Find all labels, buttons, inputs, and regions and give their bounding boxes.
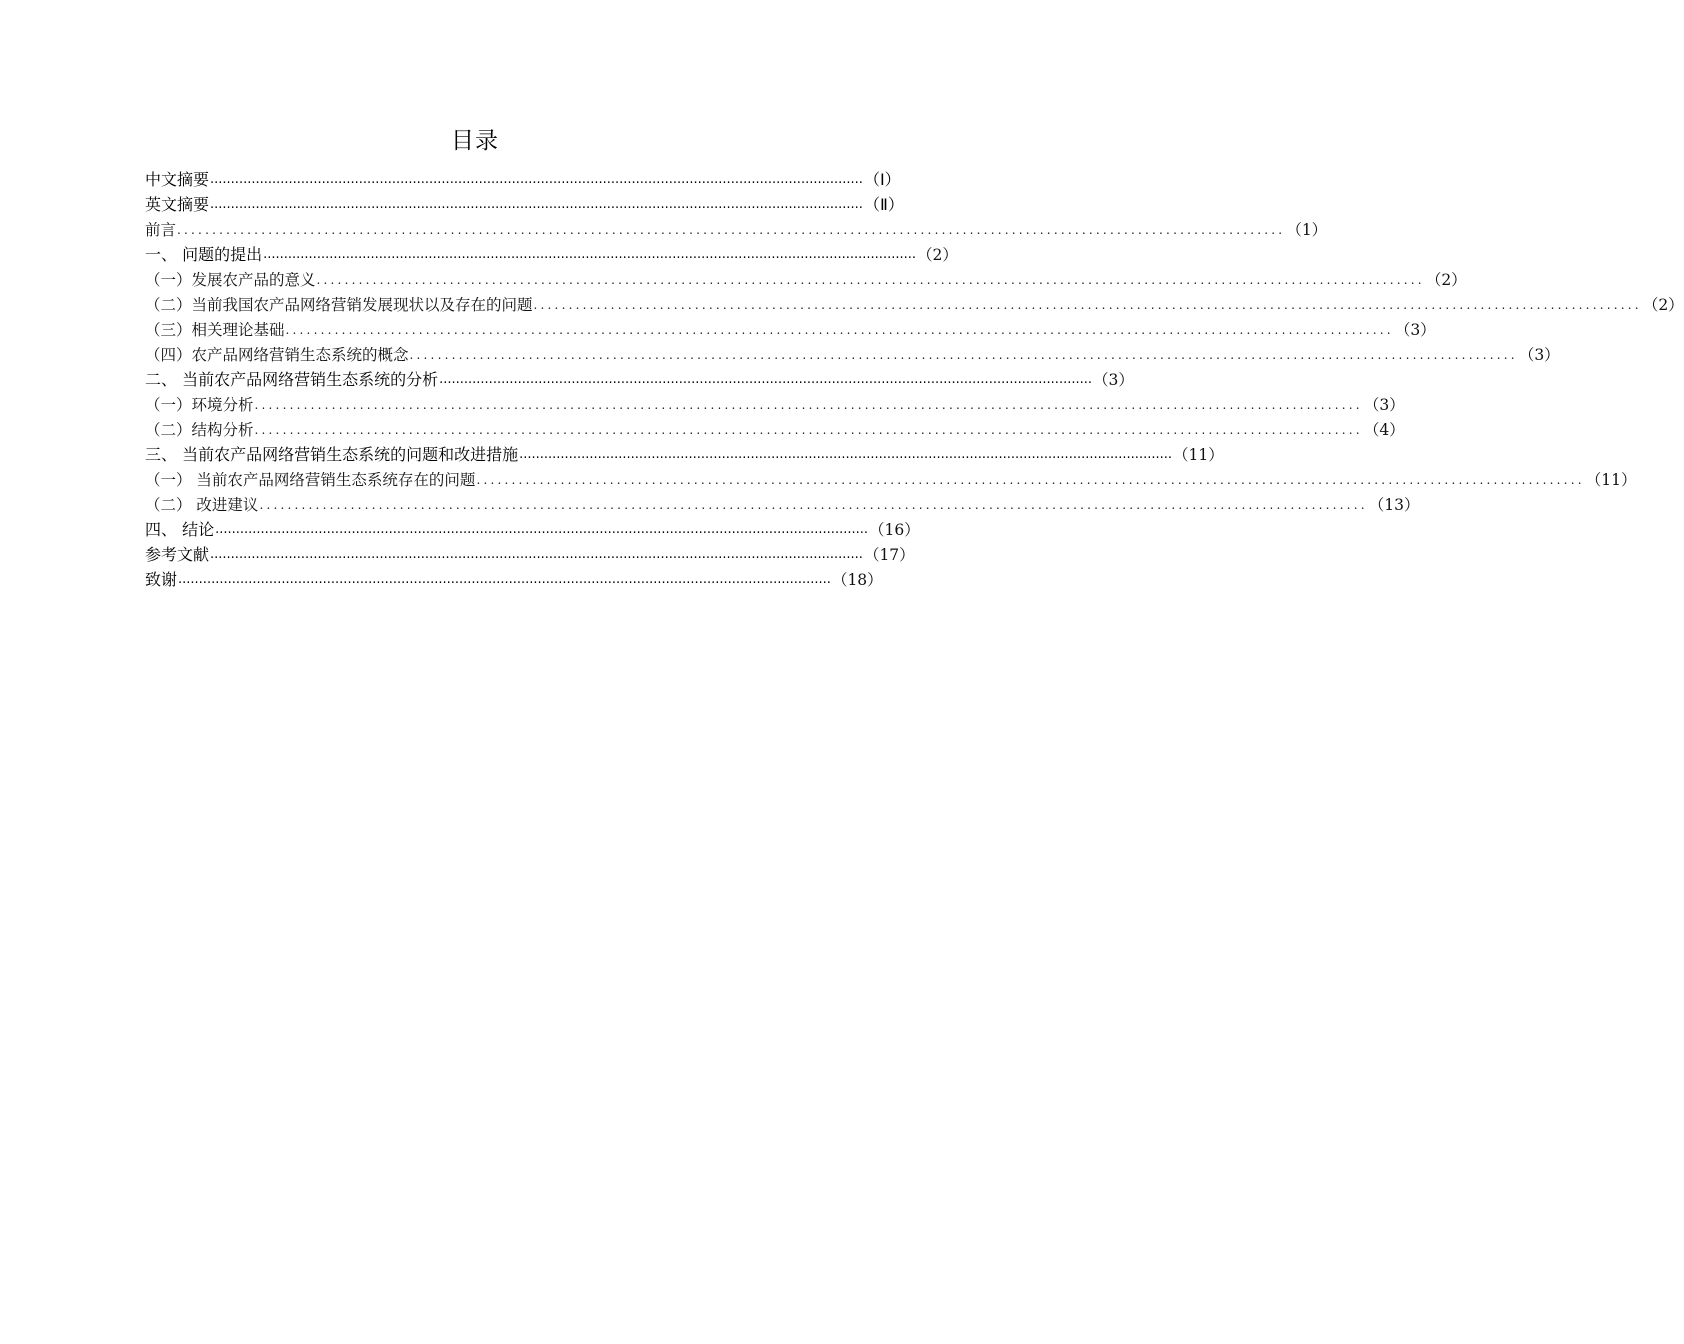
dot-leader: .............................................................................................................................................................. [519, 447, 1173, 462]
toc-entry-label: 四、 结论 [145, 520, 215, 539]
toc-page-number: （2） [1425, 270, 1467, 289]
dot-leader: .............................................................................................................................................................. [285, 323, 1394, 337]
dot-leader: .............................................................................................................................................................. [533, 298, 1642, 312]
toc-page-number: （Ⅱ） [863, 195, 904, 214]
toc-page-number: （2） [917, 245, 958, 264]
toc-entry-chapter-4[interactable] [145, 516, 920, 541]
dot-leader: .............................................................................................................................................................. [439, 372, 1093, 387]
toc-entry-label: 前言 [145, 220, 177, 239]
toc-entry-section-1-1[interactable] [145, 266, 1467, 291]
toc-entry-section-3-1[interactable] [145, 466, 1637, 491]
toc-entry-section-3-2[interactable] [145, 491, 1420, 516]
toc-page-number: （11） [1585, 470, 1637, 489]
toc-entry-section-2-2[interactable] [145, 416, 1405, 441]
toc-entry-label: （三）相关理论基础 [145, 320, 285, 339]
toc-entry-label: 二、 当前农产品网络营销生态系统的分析 [145, 370, 439, 389]
toc-title: 目录 [451, 128, 499, 154]
dot-leader: .............................................................................................................................................................. [254, 423, 1363, 437]
toc-page-number: （3） [1394, 320, 1436, 339]
toc-entry-english-abstract[interactable] [145, 191, 904, 216]
toc-page-number: （16） [869, 520, 920, 539]
toc-entry-label: （一） 当前农产品网络营销生态系统存在的问题 [145, 470, 476, 489]
toc-entry-label: （二）结构分析 [145, 420, 254, 439]
dot-leader: .............................................................................................................................................................. [254, 398, 1363, 412]
toc-entry-label: （一）环境分析 [145, 395, 254, 414]
toc-page-number: （18） [831, 570, 883, 589]
toc-page-number: （4） [1363, 420, 1405, 439]
toc-entry-chapter-3[interactable] [145, 441, 1224, 466]
toc-entry-label: 致谢 [145, 570, 178, 589]
dot-leader: .............................................................................................................................................................. [177, 223, 1286, 237]
toc-entry-section-1-3[interactable] [145, 316, 1436, 341]
toc-entry-label: 三、 当前农产品网络营销生态系统的问题和改进措施 [145, 445, 519, 464]
dot-leader: .............................................................................................................................................................. [178, 572, 831, 587]
toc-page-number: （13） [1368, 495, 1420, 514]
toc-page-number: （11） [1173, 445, 1224, 464]
toc-entry-label: 参考文献 [145, 545, 210, 564]
toc-entry-label: （一）发展农产品的意义 [145, 270, 316, 289]
dot-leader: .............................................................................................................................................................. [210, 197, 863, 212]
dot-leader: .............................................................................................................................................................. [210, 547, 863, 562]
dot-leader: .............................................................................................................................................................. [215, 522, 869, 537]
dot-leader: .............................................................................................................................................................. [259, 498, 1368, 512]
toc-entry-label: （二） 改进建议 [145, 495, 259, 514]
dot-leader: .............................................................................................................................................................. [476, 473, 1585, 487]
toc-page-number: （3） [1093, 370, 1134, 389]
toc-entry-label: 中文摘要 [145, 170, 210, 189]
toc-page-number: （3） [1518, 345, 1560, 364]
toc-entry-section-2-1[interactable] [145, 391, 1405, 416]
dot-leader: .............................................................................................................................................................. [316, 273, 1425, 287]
toc-entry-acknowledgements[interactable] [145, 566, 883, 591]
toc-entry-label: （二）当前我国农产品网络营销发展现状以及存在的问题 [145, 295, 533, 314]
toc-page-number: （Ⅰ） [863, 170, 901, 189]
toc-entry-chapter-1[interactable] [145, 241, 958, 266]
toc-entry-preface[interactable] [145, 216, 1328, 241]
toc-entry-chapter-2[interactable] [145, 366, 1134, 391]
toc-page-number: （3） [1363, 395, 1405, 414]
toc-entry-label: 一、 问题的提出 [145, 245, 263, 264]
toc-entry-section-1-2[interactable] [145, 291, 1684, 316]
toc-entry-chinese-abstract[interactable] [145, 166, 901, 191]
toc-page-number: （17） [863, 545, 915, 564]
dot-leader: .............................................................................................................................................................. [263, 247, 917, 262]
toc-page-number: （1） [1286, 220, 1328, 239]
toc-entry-label: 英文摘要 [145, 195, 210, 214]
toc-page-number: （2） [1642, 295, 1684, 314]
toc-entry-references[interactable] [145, 541, 915, 566]
toc-entry-label: （四）农产品网络营销生态系统的概念 [145, 345, 409, 364]
toc-entry-section-1-4[interactable] [145, 341, 1560, 366]
dot-leader: .............................................................................................................................................................. [409, 348, 1518, 362]
dot-leader: .............................................................................................................................................................. [210, 172, 863, 187]
